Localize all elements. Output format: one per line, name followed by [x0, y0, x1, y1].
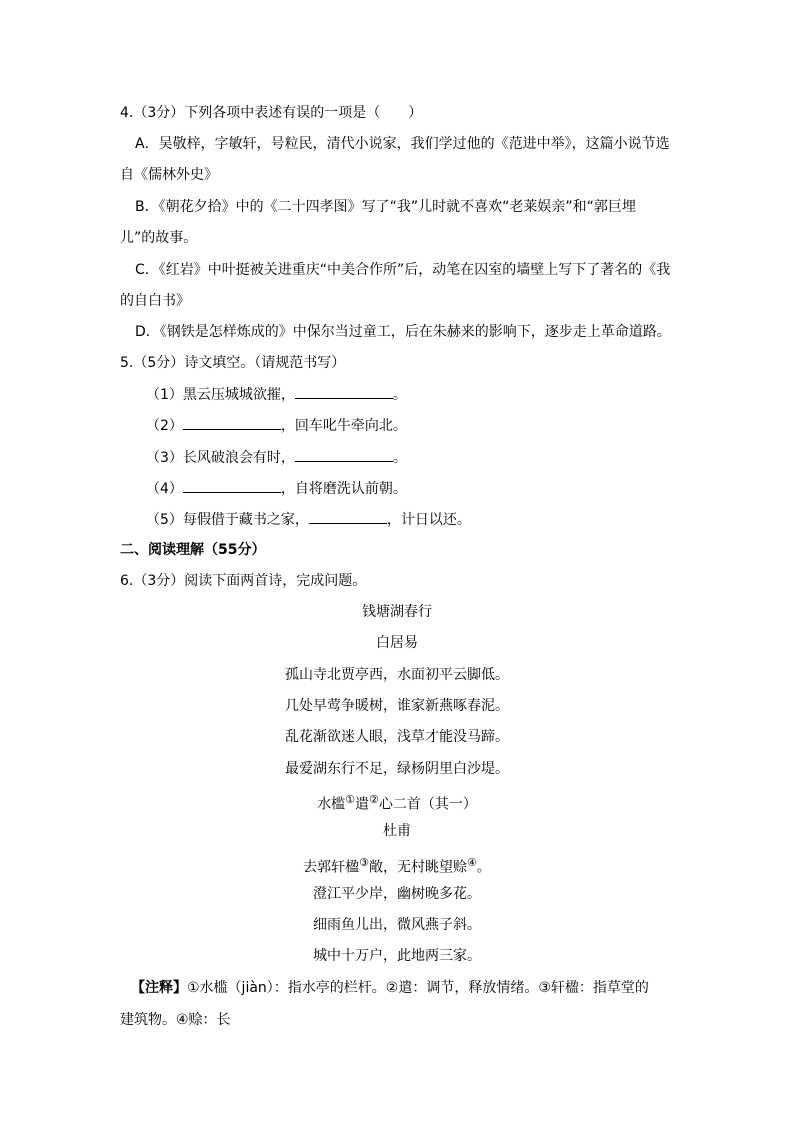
- poem2-title-part: 水槛: [317, 796, 346, 813]
- poem2-line-part: 。: [476, 859, 491, 876]
- poem2-line-2: 澄江平少岸，幽树晚多花。: [313, 886, 481, 902]
- q4-option-b-line1: B．《朝花夕拾》中的《二十四孝图》写了“我”儿时就不喜欢“老莱娱亲”和“郭巨埋: [135, 199, 636, 215]
- annotation-line-1: [131, 978, 649, 998]
- poem2-title-part: 心二首（其一）: [378, 796, 477, 813]
- poem2-author: 杜甫: [383, 823, 411, 839]
- poem2-line-1: [0, 853, 794, 878]
- q5-item-3-end: 。: [392, 450, 407, 466]
- q5-item-1-end: 。: [392, 387, 407, 403]
- q5-item-3-text: （3）长风破浪会有时，: [146, 450, 295, 466]
- q5-item-5-end: ，计日以还。: [386, 512, 471, 528]
- fill-blank: [183, 478, 281, 493]
- q5-item-2: [146, 415, 407, 436]
- q5-item-5: [146, 509, 471, 530]
- annotation-text: ①水槛（jiàn）：指水亭的栏杆。②遣：调节，释放情绪。③轩楹：指草堂的: [187, 980, 649, 996]
- poem2-line-4: 城中十万户，此地两三家。: [313, 948, 481, 964]
- q5-item-2-text: （2）: [146, 418, 183, 434]
- poem1-line-3: 乱花渐欲迷人眼，浅草才能没马蹄。: [285, 729, 509, 745]
- note-marker: ④: [467, 856, 477, 869]
- q4-option-c-line1: C．《红岩》中叶挺被关进重庆“中美合作所”后，动笔在囚室的墙壁上写下了著名的《我: [135, 262, 671, 278]
- q4-stem: 4.（3分）下列各项中表述有误的一项是（ ）: [120, 105, 423, 121]
- poem2-line-3: 细雨鱼儿出，微风燕子斜。: [313, 917, 481, 933]
- q4-option-a-line1: A．吴敬梓，字敏轩，号粒民，清代小说家，我们学过他的《范进中举》，这篇小说节选: [135, 136, 670, 152]
- q6-stem: 6.（3分）阅读下面两首诗，完成问题。: [120, 573, 367, 589]
- q4-option-b-line2: 儿”的故事。: [120, 230, 198, 246]
- q5-item-2-end: ，回车叱牛牵向北。: [280, 418, 407, 434]
- q5-item-3: [146, 447, 407, 468]
- note-marker: ①: [345, 793, 355, 806]
- fill-blank: [183, 415, 281, 430]
- poem1-line-2: 几处早莺争暖树，谁家新燕啄春泥。: [285, 698, 509, 714]
- poem1-line-4: 最爱湖东行不足，绿杨阴里白沙堤。: [285, 761, 509, 777]
- fill-blank: [295, 447, 393, 462]
- q5-item-1: [146, 384, 407, 405]
- note-marker: ②: [369, 793, 379, 806]
- q5-item-4: [146, 478, 407, 499]
- poem1-title: 钱塘湖春行: [362, 604, 432, 620]
- q5-stem: 5.（5分）诗文填空。（请规范书写）: [120, 355, 346, 371]
- poem1-line-1: 孤山寺北贾亭西，水面初平云脚低。: [285, 667, 509, 683]
- note-marker: ③: [359, 856, 369, 869]
- annotation-label: 【注释】: [131, 980, 187, 996]
- q4-option-d: D．《钢铁是怎样炼成的》中保尔当过童工，后在朱赫来的影响下，逐步走上革命道路。: [135, 324, 671, 340]
- q5-item-4-end: ，自将磨洗认前朝。: [280, 481, 407, 497]
- q5-item-4-text: （4）: [146, 481, 183, 497]
- poem2-line-part: 敞，无村眺望赊: [369, 859, 467, 876]
- poem1-author: 白居易: [376, 635, 418, 651]
- q5-item-1-text: （1）黑云压城城欲摧，: [146, 387, 295, 403]
- annotation-line-2: 建筑物。④赊：长: [120, 1012, 231, 1028]
- poem2-title: [0, 790, 794, 815]
- poem2-line-part: 去郭轩楹: [303, 859, 360, 876]
- q5-item-5-text: （5）每假借于藏书之家，: [146, 512, 309, 528]
- poem2-title-part: 遣: [355, 796, 369, 813]
- q4-option-a-line2: 自《儒林外史》: [120, 167, 218, 183]
- fill-blank: [309, 509, 387, 524]
- section-heading: 二、阅读理解（55分）: [120, 542, 266, 558]
- q4-option-c-line2: 的自白书》: [120, 293, 190, 309]
- fill-blank: [295, 384, 393, 399]
